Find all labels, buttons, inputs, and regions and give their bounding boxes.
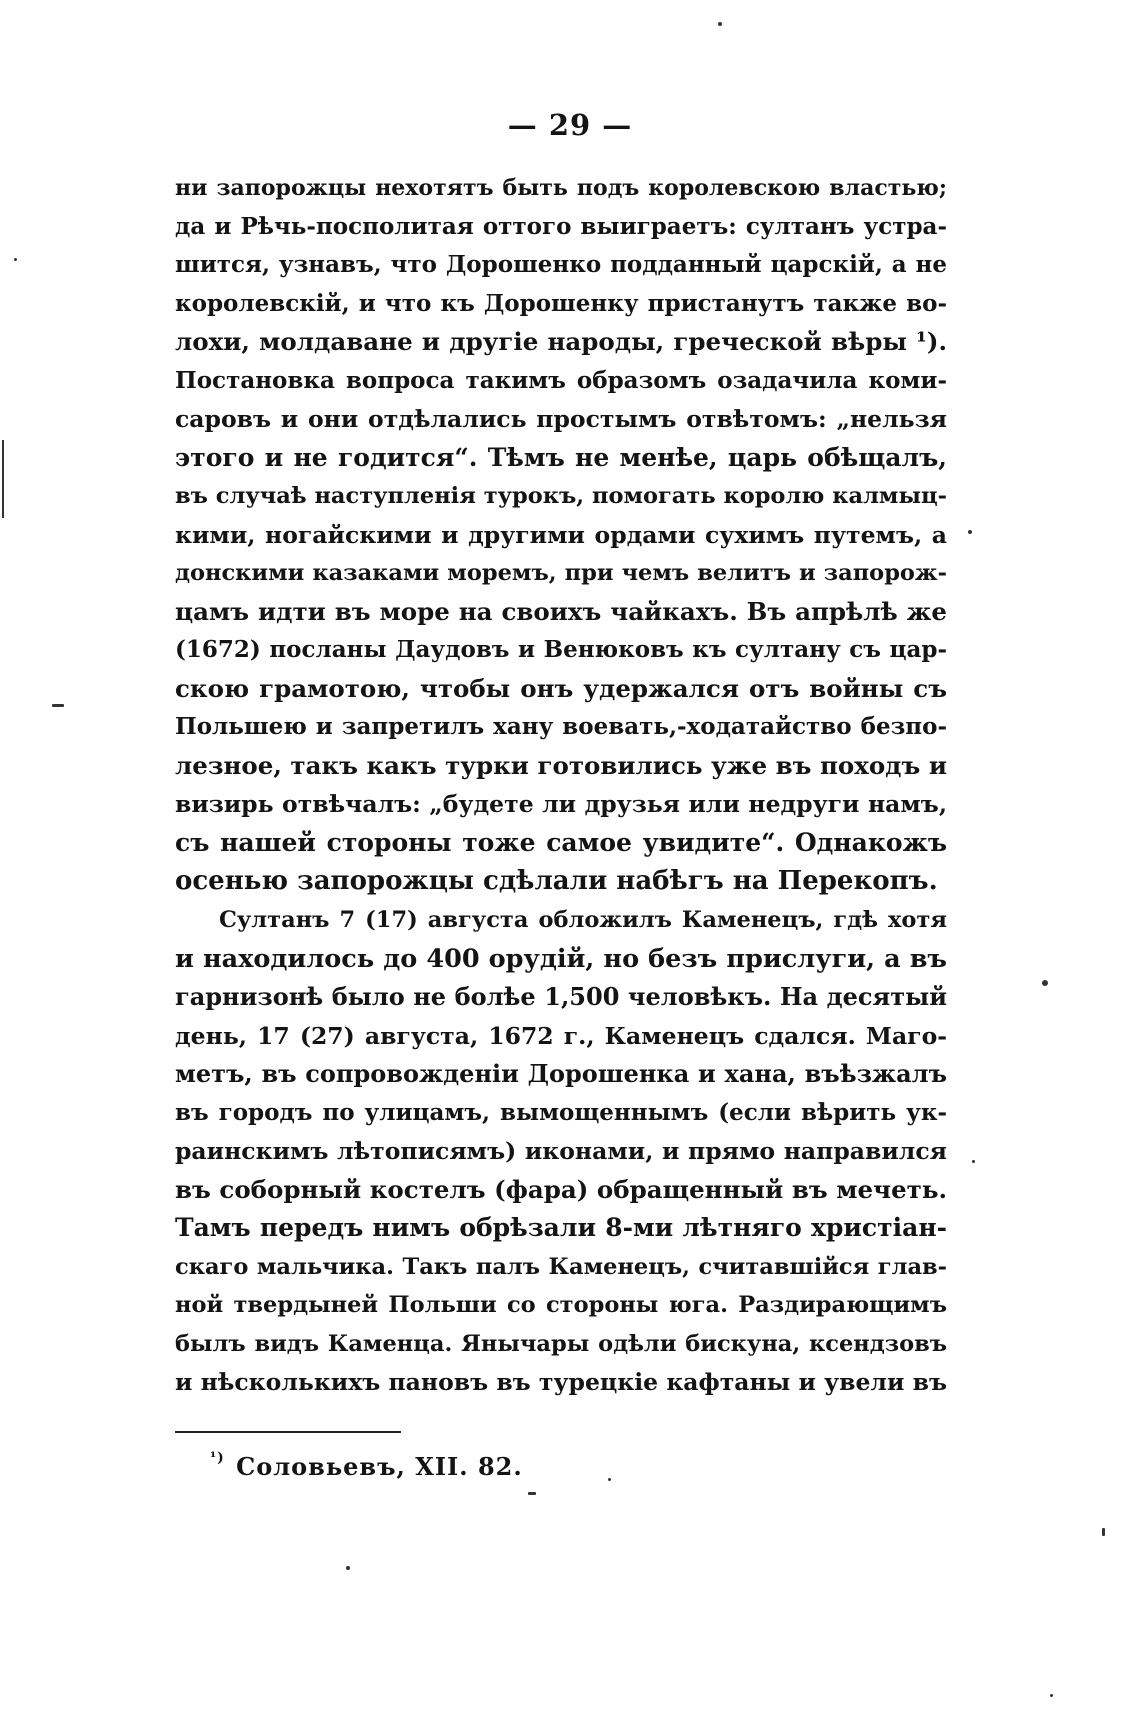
paragraph-2: [175, 901, 947, 1402]
text-line: Султанъ 7 (17) августа обложилъ Каменецъ, гдѣ хотя: [219, 907, 947, 933]
text-line: съ нашей стороны тоже самое увидите“. Однакожъ: [175, 827, 947, 857]
text-line: лезное, такъ какъ турки готовились уже въ походъ и: [175, 750, 947, 780]
text-line: метъ, въ сопровожденіи Дорошенка и хана, въѣзжалъ: [175, 1059, 947, 1088]
scan-speck: [718, 22, 722, 26]
scan-speck: [1042, 980, 1048, 986]
footnote-marker: ¹): [210, 1450, 225, 1466]
text-line: въ соборный костелъ (фара) обращенный въ мечеть.: [175, 1174, 947, 1204]
text-line: Постановка вопроса такимъ образомъ озадачила коми-: [175, 366, 947, 394]
text-line: въ городъ по улицамъ, вымощеннымъ (если вѣрить ук-: [175, 1098, 947, 1126]
footnote-text: Соловьевъ, XII. 82.: [236, 1452, 523, 1481]
text-line: визирь отвѣчалъ: „будете ли друзья или недруги намъ,: [175, 790, 947, 818]
text-line: донскими казаками моремъ, при чемъ велитъ и запорож-: [175, 560, 947, 586]
scan-speck: [52, 704, 64, 707]
text-line: скою грамотою, чтобы онъ удержался отъ войны съ: [175, 673, 947, 703]
paragraph-1: [175, 169, 947, 901]
footnote-divider: [175, 1431, 401, 1433]
scan-speck: [528, 1492, 536, 1495]
text-line: и нѣсколькихъ пановъ въ турецкіе кафтаны и увели въ: [175, 1368, 947, 1396]
scan-speck: [346, 1566, 350, 1570]
text-line: скаго мальчика. Такъ палъ Каменецъ, считавшійся глав-: [175, 1253, 947, 1280]
text-line: въ случаѣ наступленія турокъ, помогать королю калмыц-: [175, 483, 947, 509]
scan-speck: [1102, 1528, 1105, 1536]
text-line: этого и не годится“. Тѣмъ не менѣе, царь обѣщалъ,: [175, 442, 947, 472]
scan-speck: [972, 1160, 975, 1163]
text-line: ни запорожцы нехотятъ быть подъ королевскою властью;: [175, 175, 947, 201]
text-line: и находилось до 400 орудій, но безъ прислуги, а въ: [175, 943, 947, 974]
text-line: Тамъ передъ нимъ обрѣзали 8-ми лѣтняго христіан-: [175, 1213, 947, 1242]
text-line: (1672) посланы Даудовъ и Венюковъ къ султану съ цар-: [175, 636, 947, 663]
text-line: кими, ногайскими и другими ордами сухимъ путемъ, а: [175, 520, 947, 549]
scan-speck: [968, 530, 972, 534]
text-line: да и Рѣчь-посполитая оттого выиграетъ: султанъ устра-: [175, 212, 947, 240]
text-line: день, 17 (27) августа, 1672 г., Каменецъ сдался. Маго-: [175, 1021, 947, 1050]
text-line: шится, узнавъ, что Дорошенко подданный царскій, а не: [175, 251, 947, 278]
footnote: [210, 1452, 523, 1481]
text-line: цамъ идти въ море на своихъ чайкахъ. Въ апрѣлѣ же: [175, 596, 947, 626]
text-line: королевскій, и что къ Дорошенку пристанутъ также во-: [175, 289, 947, 317]
text-line: ной твердыней Польши со стороны юга. Раздирающимъ: [175, 1292, 947, 1318]
page-number: — 29 —: [507, 108, 633, 142]
scan-speck: [14, 258, 17, 261]
text-line: лохи, молдаване и другіе народы, греческой вѣры ¹).: [175, 327, 947, 356]
scan-speck: [2, 440, 4, 518]
scan-speck: [1050, 1694, 1053, 1697]
text-line: саровъ и они отдѣлались простымъ отвѣтомъ: „нельзя: [175, 405, 947, 433]
scan-speck: [608, 1478, 611, 1481]
text-line: былъ видъ Каменца. Янычары одѣли бискуна, ксендзовъ: [175, 1330, 947, 1357]
text-line: осенью запорожцы сдѣлали набѣгъ на Перекопъ.: [175, 866, 938, 896]
text-line: раинскимъ лѣтописямъ) иконами, и прямо направился: [175, 1137, 947, 1165]
text-line: гарнизонѣ было не болѣе 1,500 человѣкъ. На десятый: [175, 982, 947, 1011]
text-line: Польшею и запретилъ хану воевать,-ходатайство безпо-: [175, 713, 947, 740]
